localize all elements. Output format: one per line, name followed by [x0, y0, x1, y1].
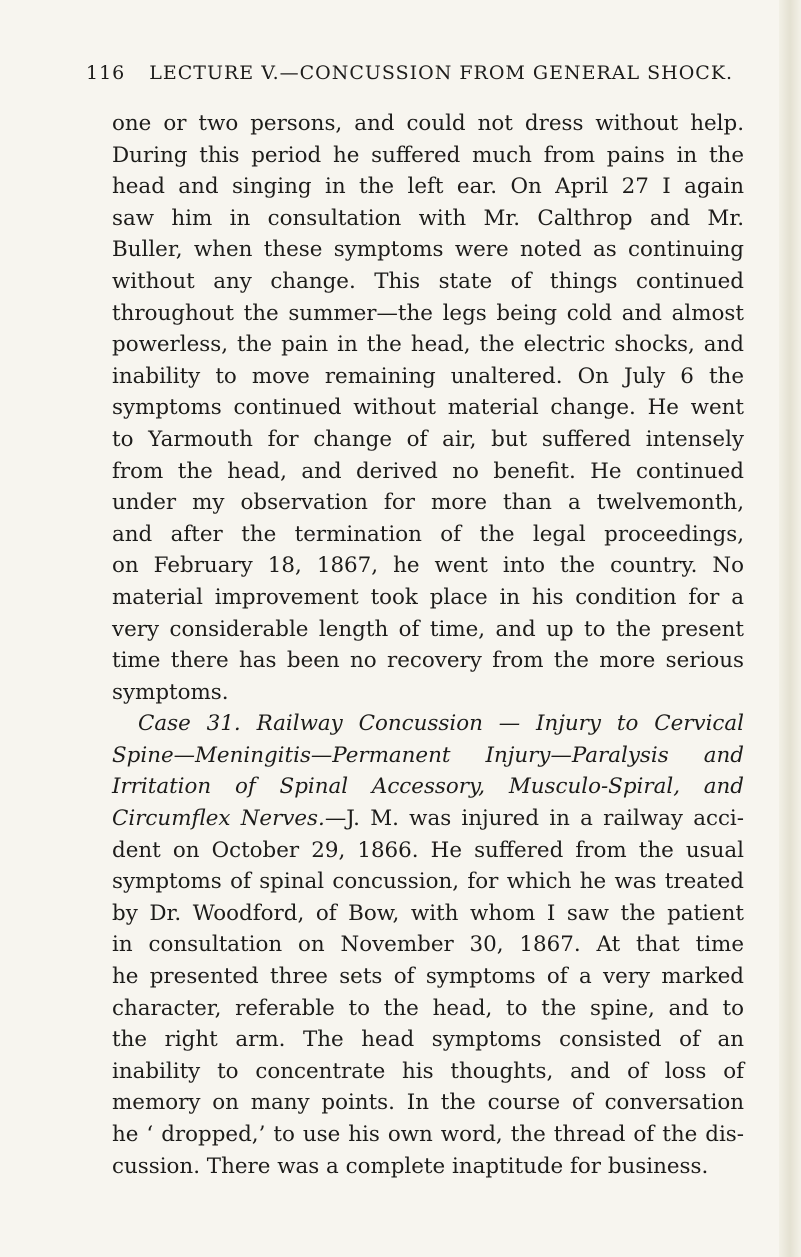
text-line: throughout the summer—the legs being cold and almost: [112, 300, 744, 326]
text-line: he presented three sets of symptoms of a very marked: [112, 964, 744, 990]
text-line: very considerable length of time, and up to the present: [112, 616, 744, 642]
case-title-text: Circumflex Nerves.: [112, 806, 325, 832]
case-label: Case 31.: [138, 711, 241, 737]
case-title-line: [112, 803, 744, 835]
text-line: inability to concentrate his thoughts, and of loss of: [112, 1058, 744, 1084]
case-31-heading: [112, 708, 744, 834]
text-line: time there has been no recovery from the more serious: [112, 648, 744, 674]
case-body-start: —J. M. was injured in a railway acci-: [324, 806, 744, 832]
text-line: on February 18, 1867, he went into the country. No: [112, 553, 744, 579]
text-line: Buller, when these symptoms were noted as continuing: [112, 237, 744, 263]
text-line: from the head, and derived no benefit. He continued: [112, 458, 744, 484]
text-line: memory on many points. In the course of conversation: [112, 1090, 744, 1116]
case-title-line: [112, 740, 744, 772]
body-text: [112, 108, 744, 1182]
text-line: under my observation for more than a twelvemonth,: [112, 490, 744, 516]
case-title-line: [112, 771, 744, 803]
text-line: powerless, the pain in the head, the electric shocks, and: [112, 332, 744, 358]
case-title-text: Spine—Meningitis—Permanent Injury—Paralysis and: [112, 742, 744, 768]
text-line: in consultation on November 30, 1867. At that time: [112, 932, 744, 958]
text-line: symptoms.: [112, 679, 229, 705]
running-title: LECTURE V.—CONCUSSION FROM GENERAL SHOCK.: [149, 62, 734, 84]
text-line: character, referable to the head, to the spine, and to: [112, 995, 744, 1021]
running-header: [86, 62, 734, 84]
text-line: symptoms of spinal concussion, for which he was treated: [112, 869, 744, 895]
text-line: symptoms continued without material change. He went: [112, 395, 744, 421]
case-title-text: Railway Concussion — Injury to Cervical: [256, 711, 745, 737]
text-line: the right arm. The head symptoms consisted of an: [112, 1027, 744, 1053]
text-line: saw him in consultation with Mr. Calthrop and Mr.: [112, 205, 744, 231]
text-line: During this period he suffered much from pains in the: [112, 142, 744, 168]
page-number: 116: [86, 62, 126, 84]
text-line: without any change. This state of things continued: [112, 268, 744, 294]
case-title-text: Irritation of Spinal Accessory, Musculo-Spiral, and: [112, 774, 744, 800]
paragraph-case-31: [112, 835, 744, 1183]
text-line: head and singing in the left ear. On April 27 I again: [112, 174, 744, 200]
text-line: material improvement took place in his condition for a: [112, 584, 744, 610]
page-edge-shadow: [779, 0, 801, 1257]
text-line: inability to move remaining unaltered. On July 6 the: [112, 363, 744, 389]
case-title-line: [112, 708, 744, 740]
text-line: cussion. There was a complete inaptitude for business.: [112, 1153, 709, 1179]
paragraph-1: [112, 108, 744, 708]
text-line: by Dr. Woodford, of Bow, with whom I saw the patient: [112, 900, 744, 926]
text-line: he ‘ dropped,’ to use his own word, the thread of the dis-: [112, 1122, 744, 1147]
text-line: to Yarmouth for change of air, but suffered intensely: [112, 426, 744, 452]
text-line: dent on October 29, 1866. He suffered from the usual: [112, 837, 744, 863]
text-line: and after the termination of the legal proceedings,: [112, 521, 744, 547]
text-line: one or two persons, and could not dress without help.: [112, 111, 744, 136]
